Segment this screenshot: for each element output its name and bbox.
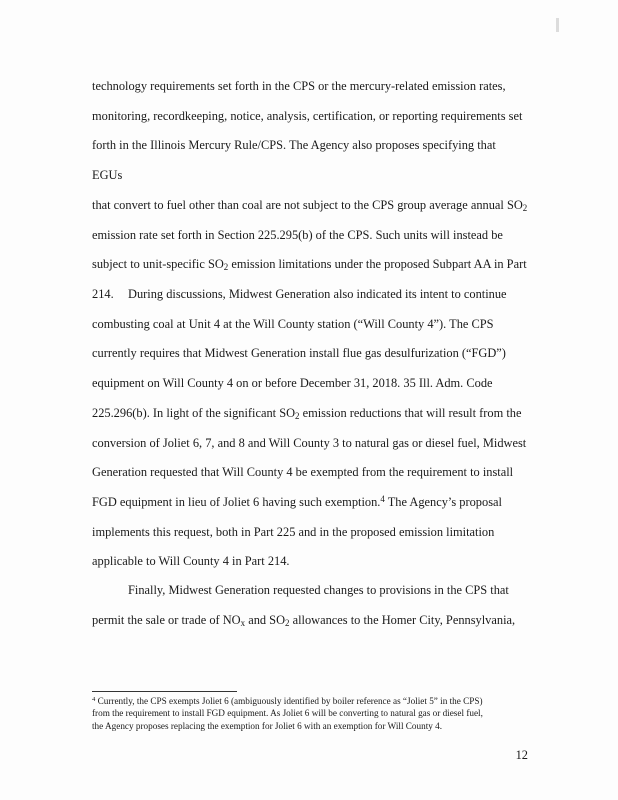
line: technology requirements set forth in the CPS or the mercury-related emission rates, [92, 79, 506, 93]
footnote-divider [92, 691, 237, 692]
line: Finally, Midwest Generation requested changes to provisions in the CPS that [128, 583, 509, 597]
line: subject to unit-specific $SO_2$ emission limitations under the proposed Subpart AA in Part [92, 257, 527, 273]
subscript: 2 [223, 262, 229, 273]
line: forth in the Illinois Mercury Rule/CPS. The Agency also proposes specifying that EGUs [92, 138, 496, 183]
line: combusting coal at Unit 4 at the Will County station (“Will County 4”). The CPS [92, 316, 494, 331]
footnote-reference: 4 [380, 493, 385, 504]
subscript: 2 [285, 617, 290, 628]
footnote-line: $^4$ Currently, the CPS exempts Joliet 6 (ambiguously identified by boiler reference as “Joliet 5” in the CPS) [92, 696, 483, 706]
page-number: 12 [515, 748, 528, 762]
line: implements this request, both in Part 225 and in the proposed emission limitation [92, 524, 495, 539]
line: During discussions, Midwest Generation also indicated its intent to continue [128, 287, 507, 301]
line: 214. [92, 286, 114, 301]
subscript: x [240, 617, 246, 628]
line: permit the sale or trade of $NO_x$ and $SO_2$ allowances to the Homer City, Pennsylvania, [92, 612, 516, 628]
line: monitoring, recordkeeping, notice, analysis, certification, or reporting requirements set [92, 108, 523, 123]
line: emission rate set forth in Section 225.295(b) of the CPS. Such units will instead be [92, 227, 503, 242]
line: applicable to Will County 4 in Part 214. [92, 554, 290, 569]
paragraph-2 [92, 280, 528, 577]
line: 225.296(b). In light of the significant $SO_2$ emission reductions that will result from the [92, 405, 522, 422]
footnote-marker: 4 [92, 696, 96, 704]
footnote-line: from the requirement to install FGD equipment. As Joliet 6 will be converting to natural gas or diesel fuel, [92, 708, 483, 719]
line: FGD equipment in lieu of Joliet 6 having such exemption.$^4$ The Agency’s proposal [92, 493, 502, 509]
line: Generation requested that Will County 4 be exempted from the requirement to install [92, 465, 514, 480]
footnote-line: the Agency proposes replacing the exemption for Joliet 6 with an exemption for Will County 4. [92, 720, 443, 731]
paragraph-1 [92, 72, 528, 310]
line: currently requires that Midwest Generation install flue gas desulfurization (“FGD”) [92, 346, 506, 361]
footnote [92, 695, 532, 732]
scan-mark [556, 18, 559, 32]
line: conversion of Joliet 6, 7, and 8 and Will County 3 to natural gas or diesel fuel, Midwest [92, 435, 527, 450]
subscript: 2 [522, 203, 528, 214]
line: equipment on Will County 4 on or before December 31, 2018. 35 Ill. Adm. Code [92, 376, 493, 391]
paragraph-3 [92, 576, 528, 635]
line: that convert to fuel other than coal are not subject to the CPS group average annual $SO_2$ [92, 197, 528, 214]
subscript: 2 [295, 411, 300, 422]
